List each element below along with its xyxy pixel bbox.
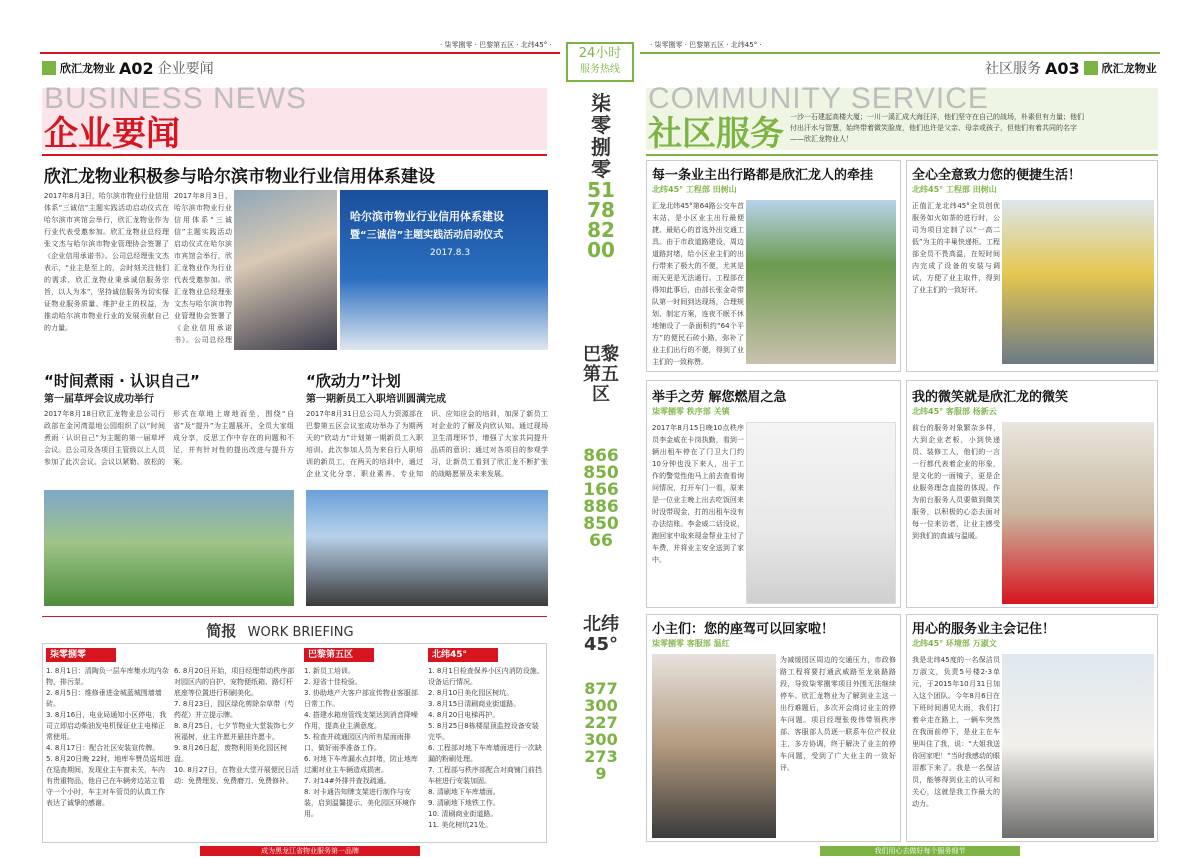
list-item: 6. 对地下车库漏水点封堵，防止地库过潮对业主车辆造成损害。 [304,755,418,774]
list-item: 7. 对14#外排井查找疏通。 [304,777,391,785]
brief-col-3 [304,648,422,820]
left-brand-name: 欣汇龙物业 [60,62,115,75]
list-item: 10. 8月27日，在物业大堂开展便民日活动：免费理发、免费磨刀、免费修补。 [174,766,299,785]
list-item: 5. 检查并疏通园区内所有屋面雨排口，做好雨季准备工作。 [304,733,411,752]
spine-project1-number: 51788200 [587,178,615,262]
story5-byline: 柒零捌零 客服部 温红 [652,639,730,648]
article2-subtitle: 第一届草坪会议成功举行 [44,394,154,405]
locker-install-photo [1002,200,1154,364]
list-item: 10. 清刷商业街道路。 [428,810,498,818]
right-page-number: A03 [1045,58,1080,78]
spine-project2-name: 巴黎第五区 [583,344,619,405]
list-item: 3. 8月16日，电业局通知小区停电，我司立即启动柴油发电机保证业主电梯正常使用。 [46,711,167,741]
right-top-rule [640,52,1160,54]
hotline-24h: 24小时 [578,46,622,61]
story2-body: 正值汇龙北纬45°全员创优服务如火如荼的进行时，公司为项目定制了以“一高二低”为主的丰巢快递柜。工程部全员不畏高温，在短时间内完成了设备的安装与调试，方便了业主取件，得到了业主们的一致好评。 [912,202,1000,294]
right-big-en-title: COMMUNITY SERVICE [648,82,989,115]
brief-title [0,620,560,641]
story2-byline: 北纬45° 工程部 田树山 [912,185,997,194]
list-item: 8. 对卡通告知牌支架进行制作与安装，启到温馨提示、美化园区环境作用。 [304,788,416,818]
left-top-strip: · 柒零捌零 · 巴黎第五区 · 北纬45° · [440,41,552,49]
left-big-cn-title: 企业要闻 [44,114,180,154]
brief-col-1 [46,648,171,809]
story3-body: 2017年8月15日晚10点秩序员李金威在卡岗执勤，看到一辆出租车停在了门卫大门约10分钟也没下来人，出于工作的警觉性他马上前去查看询问情况，打开车门一看，原来是一位业主晚上出去吃饭回来时没带现金，打的出租车没有办法结账。李金威二话没说，跑回家中取来现金帮业主付了车费，并将业主安全送到了家中。 [652,424,744,564]
article3-subtitle: 第一期新员工入职培训圆满完成 [306,394,446,405]
story4-body: 前台的服务对象繁杂多样，大到企业老板，小到快递员、装修工人，他们的一言一行都代表着企业的形象，是文化的一面镜子，更是企业服务理念直接的体现。作为前台服务人员要做到微笑服务，以积极的心态去面对每一位来访者，让业主感受到我们的真诚与温暖。 [912,424,1000,540]
story1-title: 每一条业主出行路都是欣汇龙人的牵挂 [652,168,874,183]
spine-project3-name: 北纬45° [583,614,619,655]
story6-title: 用心的服务业主会记住！ [912,622,1056,637]
list-item: 4. 搭建水箱房管线支架达到消音降噪作用，提高业主满意度。 [304,711,418,730]
banner-line2: 暨“三诚信”主题实践活动启动仪式 [350,230,504,241]
right-poem: 一沙一石建起高楼大厦；一川一溪汇成大海汪洋，他们坚守在自己的战场，朴素但有力量；他们付出汗水与智慧，始终带着微笑脸庞，他们也许是父亲、母亲或孩子，但他们有着共同的名字——欣汇龙物业人！ [790,113,1084,143]
road-repair-photo [746,200,896,364]
list-item: 1. 8月1日：清陶负一层车库集水坑内杂物，排污泵。 [46,667,169,686]
lawn-meeting-photo [44,490,294,606]
story1-byline: 北纬45° 工程部 田树山 [652,185,737,194]
brief-col-4-head: 北纬45° [428,648,498,662]
list-item: 2. 8月10日美化园区树坑。 [428,689,514,697]
right-brand [985,58,1157,78]
ceremony-banner-photo [340,190,548,350]
hotline-label: 服务热线 [580,64,620,75]
headline-body-col1: 2017年8月3日，哈尔滨市物业行业信用体系“三诚信”主题实践活动启动仪式在哈尔滨市宾馆会举行，欣汇龙物业作为行业代表受邀参加。欣汇龙物业总经理张文杰与哈尔滨市物业管理协会签署了《企业信用承诺书》。公司总经理张文杰表示，“业主是至上的，会时刻关注他们的需求，欣汇龙物业秉承诚信服务宗旨，以人为本”，坚持诚信服务为切实保证物业服务质量、维护业主的权益，为推动哈尔滨市物业行业的发展贡献自己的力量。 [44,192,169,332]
brief-col-1-list [46,666,171,809]
right-page [640,0,1200,858]
thank-letter-photo [746,422,896,604]
article2-body: 2017年8月18日欣汇龙物业总公司行政部在金河湾湿地公园组织了以“时间煮雨 · 认识自己”为主题的第一届草坪会议。总公司及各项目主管级以上人员参加了此次会议。会议以紧勒、放松的形式在草地上席地而坐，围绕“自省”及“提升”为主题展开，全员大家组成分享，反思工作中存在的问题和不足，并有针对性的提出改进与提升方案。 [44,410,294,466]
brief-col-4-list [428,666,544,831]
list-item: 4. 8月17日：配合社区安装宣传牌。 [46,744,160,752]
left-big-en-title: BUSINESS NEWS [44,82,308,115]
left-brand [42,58,214,78]
headline-body-col2: 2017年8月3日，哈尔滨市物业行业信用体系“三诚信”主题实践活动启动仪式在哈尔滨市宾馆会举行，欣汇龙物业作为行业代表受邀参加。欣汇龙物业总经理张文杰与哈尔滨市物业管理协会签署了《企业信用承诺书》。公司总经理 [174,192,232,344]
front-desk-photo [1002,422,1154,604]
list-item: 9. 8月26日起，废物利用美化园区树盘。 [174,744,288,763]
left-bottom-banner: 成为黑龙江省物业服务第一品牌 [200,846,420,856]
cleaner-portrait-photo [1002,654,1154,838]
left-section-label: 企业要闻 [157,61,214,77]
right-title-rule [646,154,1158,156]
left-top-rule [40,52,560,54]
brief-title-cn: 简报 [206,622,237,640]
hotline-box [566,42,634,82]
list-item: 4. 8月20日电梯再护。 [428,711,500,719]
brief-col-1-head: 柒零捌零 [46,648,116,662]
article3-title: “欣动力”计划 [306,372,401,390]
right-section-label: 社区服务 [985,61,1041,77]
right-top-strip: · 柒零捌零 · 巴黎第五区 · 北纬45° · [650,41,762,49]
brief-title-en: WORK BRIEFING [247,625,354,640]
list-item: 5. 8月20日晚 22时，地库车赞员巡邦进在巡查期间，发现业主车窗未关，车内有贵重物品，他自己在车辆旁边站立看守一个小时，车主对车管员的认真工作表达了诚挚的感谢。 [46,755,171,807]
brief-rule [42,616,547,617]
story6-byline: 北纬45° 环境部 万淑文 [912,639,997,648]
story6-body: 我是北纬45度的一名保洁员万淑文，负责5号楼2-3单元，于2015年10月31日加入这个团队。今年8月6日在下班时间遇见大雨，我们打着伞走在路上，一辆车突然在我面前停下，是业主在车里叫住了我，说：“大姐我送你回家吧！”当时我感动的眼泪都下来了。我是一名保洁员，能够得到业主的认可和关心，这就是我工作最大的动力。 [912,656,1000,808]
spine-project2-number: 86685016688685066 [583,446,619,551]
list-item: 1. 8月1日检查保养小区内消防设施、设备运行情况。 [428,667,544,686]
list-item: 9. 清刷地下地铁工作。 [428,799,500,807]
list-item: 3. 8月15日清刷商业街道路。 [428,700,521,708]
list-item: 1. 新员工培训。 [304,667,355,675]
handshake-photo [234,190,337,350]
brief-col-4 [428,648,544,831]
left-title-rule [42,154,547,156]
article3-body: 2017年8月31日总公司人力资源部在巴黎第五区会议室成功举办了为期两天的“欣动力”计划第一期新员工入职培训。此次参加人员为来自行人职培训的新员工，在两天的培训中，通过企业文化分享、职业素养、专业知识、应知应会的培训，加深了新员工对企业的了解及向欣认知。通过现场卫生清理环节，增强了大家共同提升品质的意识；通过对各项目的参观学习，让新员工看到了欣汇龙不断扩张的战略愿景及未来发展。 [306,410,548,478]
left-page [0,0,560,858]
spine-project3-number: 8773002273002739 [584,679,618,783]
brief-col-3-head: 巴黎第五区 [304,648,374,662]
banner-date: 2017.8.3 [430,248,471,258]
right-big-cn-title: 社区服务 [648,114,784,154]
list-item: 7. 8月23日，园区绿化剪除杂草带（芍药花）并立提示牌。 [174,700,295,719]
brand-logo-icon [42,61,56,75]
list-item: 3. 协助地产大客户部宣传物业客服部日常工作。 [304,689,418,708]
list-item: 6. 工程部对地下车库墙面进行一次缺漏的粉刷处理。 [428,744,542,763]
banner-line1: 哈尔滨市物业行业信用体系建设 [350,210,504,223]
list-item: 2. 8月5日：维修垂进金城蓝城围墙墙砖。 [46,689,162,708]
right-brand-name: 欣汇龙物业 [1101,62,1157,75]
list-item: 6. 8月20日开始，项目经理带动秩序部对园区内的自护、宠物便纸箱、路灯杆底座等位置进行积刷美化。 [174,667,295,697]
story3-title: 举手之劳 解您燃眉之急 [652,390,787,405]
story4-title: 我的微笑就是欣汇龙的微笑 [912,390,1069,405]
story5-body: 为减缓园区周边的交通压力，市政修路工程将要打通武威路至龙泉路路段，导致柒零捌零项目外围无法继续停车。欣汇龙物业为了解到业主这一出行难题后，多次开会商讨业主的停车问题。项目经理张俊伟带领秩序部、客服部人员逐一联系车位产权业主，多方协调，终于解决了业主的停车问题，受到了广大业主的一致好评。 [780,656,896,772]
new-staff-photo [306,490,548,606]
brand-logo-icon [1084,61,1098,75]
list-item: 2. 迎省十佳检验。 [304,678,362,686]
story3-byline: 柒零捌零 秩序部 关镇 [652,407,730,416]
list-item: 11. 美化树坑21处。 [428,821,493,829]
list-item: 8. 清刷地下车库墙面。 [428,788,500,796]
list-item: 8. 8月25日，七夕节物业大堂装饰七夕祝福树，业主许愿并悬挂许愿卡。 [174,722,295,741]
parking-service-photo [652,654,776,838]
spine-project1-name: 柒零捌零 [591,91,611,181]
story5-title: 小主们：您的座驾可以回家啦！ [652,622,835,637]
right-bottom-banner: 我们用心去做好每个服务细节 [820,846,1020,856]
brief-col-3-list [304,666,422,820]
list-item: 7. 工程部与秩序部配合对商铺门前挡车桩进行安装加固。 [428,766,542,785]
brief-col-2 [174,648,299,787]
story2-title: 全心全意致力您的便捷生活！ [912,168,1082,183]
left-page-number: A02 [119,58,154,78]
story4-byline: 北纬45° 客服部 杨新云 [912,407,997,416]
article2-title: “时间煮雨 · 认识自己” [44,372,200,390]
story1-body: 汇龙北纬45°第64路公交车首末站，是小区业主出行最便捷、最贴心的首选外出交通工具。由于市政道路建设，周边道路封堵，给小区业主们的出行带来了极大的不便，尤其是雨天更是无法通行。工程部在得知此事后，由部长张金奇带队第一时间到达现场，合理规划、制定方案，连夜不眠不休地铺设了一条面积约“64个平方”的便民石砖小路，弥补了业主们出行的不便，得到了业主们的一致称赞。 [652,202,744,366]
brief-col-2-list [174,666,299,787]
list-item: 5. 8月25日8栋楼屋顶监控设备安装完毕。 [428,722,539,741]
headline: 欣汇龙物业积极参与哈尔滨市物业行业信用体系建设 [44,167,435,187]
